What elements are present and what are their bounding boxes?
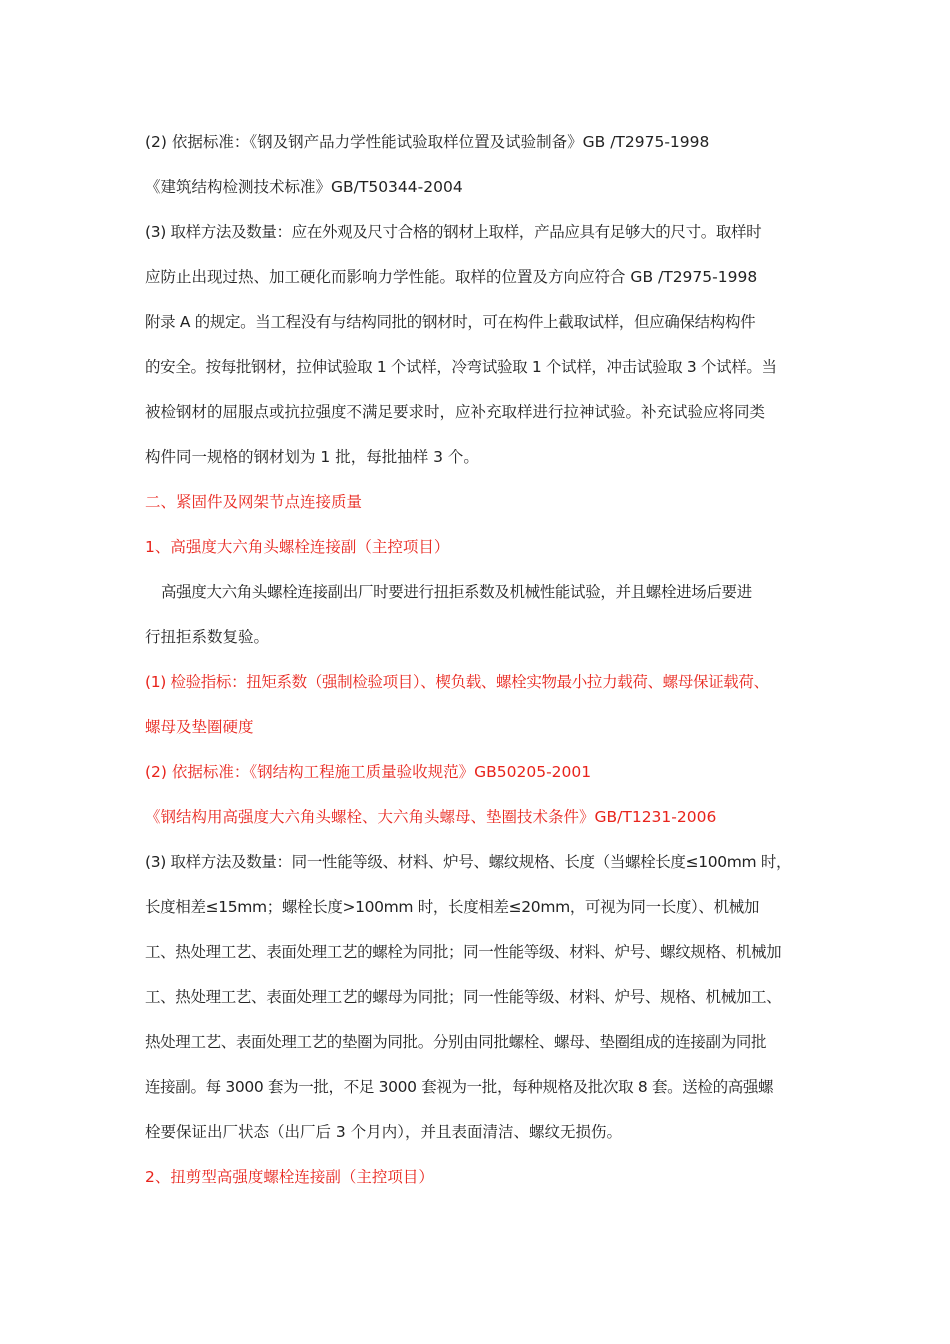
- highlighted-line: 螺母及垫圈硬度: [145, 718, 254, 736]
- paragraph-line: 构件同一规格的钢材划为 1 批，每批抽样 3 个。: [145, 448, 479, 466]
- paragraph-line: 热处理工艺、表面处理工艺的垫圈为同批。分别由同批螺栓、螺母、垫圈组成的连接副为同批: [145, 1033, 767, 1051]
- paragraph-line: 长度相差≤15mm；螺栓长度>100mm 时，长度相差≤20mm，可视为同一长度）、机械加: [145, 898, 760, 916]
- paragraph-line: 的安全。按每批钢材，拉伸试验取 1 个试样，冷弯试验取 1 个试样，冲击试验取 3 个试样。当: [145, 358, 777, 376]
- paragraph-line: 工、热处理工艺、表面处理工艺的螺母为同批；同一性能等级、材料、炉号、规格、机械加工、: [145, 988, 782, 1006]
- paragraph-line: 高强度大六角头螺栓连接副出厂时要进行扭拒系数及机械性能试验，并且螺栓进场后要进: [161, 583, 752, 601]
- subsection-heading: 1、高强度大六角头螺栓连接副（主控项目）: [145, 538, 450, 556]
- document-body: [145, 120, 813, 1200]
- subsection-heading: 2、扭剪型高强度螺栓连接副（主控项目）: [145, 1168, 434, 1186]
- paragraph-line: (3) 取样方法及数量：同一性能等级、材料、炉号、螺纹规格、长度（当螺栓长度≤100mm 时，: [145, 853, 792, 871]
- paragraph-line: 应防止出现过热、加工硬化而影响力学性能。取样的位置及方向应符合 GB /T2975-1998: [145, 268, 758, 286]
- paragraph-line: (2) 依据标准：《钢及钢产品力学性能试验取样位置及试验制备》GB /T2975-1998: [145, 133, 710, 151]
- section-heading: 二、紧固件及网架节点连接质量: [145, 493, 363, 511]
- paragraph-line: 连接副。每 3000 套为一批，不足 3000 套视为一批，每种规格及批次取 8 套。送检的高强螺: [145, 1078, 774, 1096]
- paragraph-line: 工、热处理工艺、表面处理工艺的螺栓为同批；同一性能等级、材料、炉号、螺纹规格、机械加: [145, 943, 782, 961]
- paragraph-line: 被检钢材的屈服点或抗拉强度不满足要求时，应补充取样进行拉神试验。补充试验应将同类: [145, 403, 766, 421]
- highlighted-line: 《钢结构用高强度大六角头螺栓、大六角头螺母、垫圈技术条件》GB/T1231-2006: [145, 808, 717, 826]
- paragraph-line: 附录 A 的规定。当工程没有与结构同批的钢材时，可在构件上截取试样，但应确保结构构件: [145, 313, 756, 331]
- paragraph-line: 行扭拒系数复验。: [145, 628, 270, 646]
- paragraph-line: (3) 取样方法及数量：应在外观及尺寸合格的钢材上取样，产品应具有足够大的尺寸。取样时: [145, 223, 762, 241]
- highlighted-line: (2) 依据标准：《钢结构工程施工质量验收规范》GB50205-2001: [145, 763, 592, 781]
- paragraph-line: 栓要保证出厂状态（出厂后 3 个月内），并且表面清洁、螺纹无损伤。: [145, 1123, 622, 1141]
- paragraph-line: 《建筑结构检测技术标准》GB/T50344-2004: [145, 178, 463, 196]
- highlighted-line: (1) 检验指标：扭矩系数（强制检验项目）、楔负载、螺栓实物最小拉力载荷、螺母保证载荷、: [145, 673, 769, 691]
